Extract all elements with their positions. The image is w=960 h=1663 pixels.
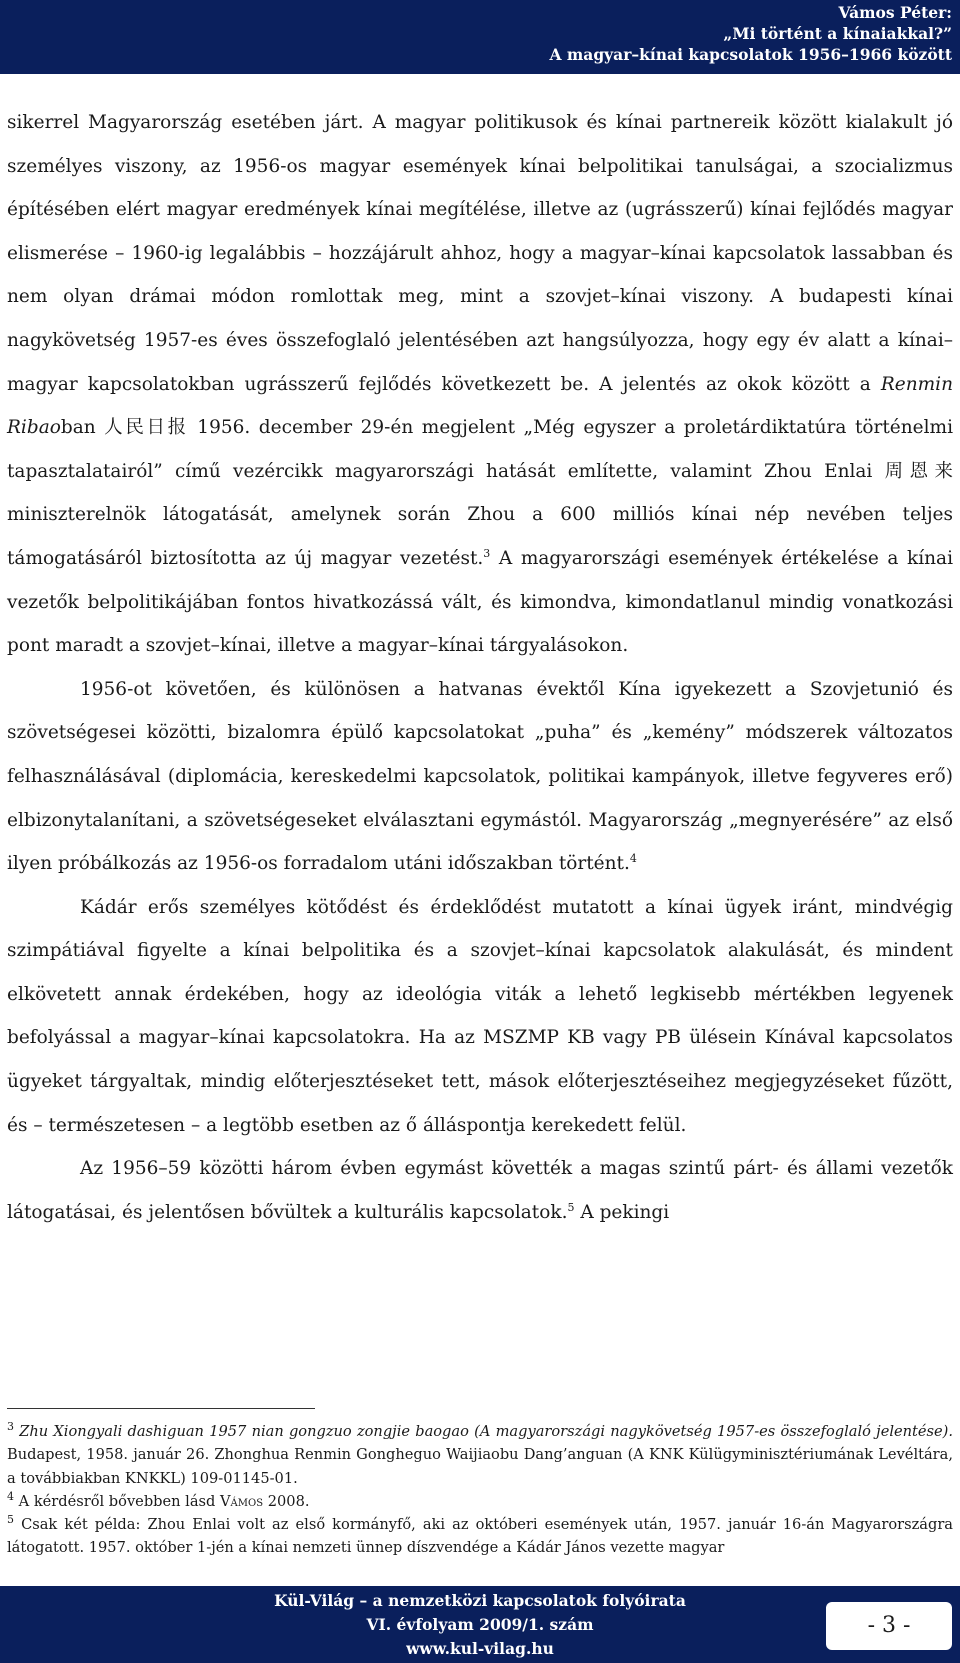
footnote-3-number: 3	[7, 1420, 14, 1434]
running-header	[549, 2, 952, 65]
newspaper-title: Renmin Ribao	[7, 373, 953, 439]
paragraph-4-text-b: A pekingi	[574, 1201, 670, 1223]
running-footer	[0, 1589, 960, 1661]
paragraph-2	[7, 668, 953, 886]
footnotes	[7, 1420, 953, 1560]
footnote-5-number: 5	[7, 1513, 14, 1527]
footer-journal: Kül-Világ – a nemzetközi kapcsolatok folyóirata	[274, 1591, 686, 1610]
footnote-5	[7, 1513, 953, 1560]
header-author: Vámos Péter:	[838, 3, 952, 22]
footnote-ref-3[interactable]: 3	[483, 546, 491, 560]
footnote-3-text: Budapest, 1958. január 26. Zhonghua Renmin Gongheguo Waijiaobu Dang’anguan (A KNK Külügyminisztériumának Levéltára, a továbbiakban KNKKL) 109-01145-01.	[7, 1446, 953, 1487]
header-title: „Mi történt a kínaiakkal?”	[723, 24, 952, 43]
footer-volume: VI. évfolyam 2009/1. szám	[366, 1615, 594, 1634]
footnote-4-author: Vámos	[220, 1492, 264, 1510]
main-text	[7, 101, 953, 1234]
page-number: - 3 -	[867, 1613, 911, 1638]
footnote-3-title: Zhu Xiongyali dashiguan 1957 nian gongzuo zongjie baogao (A magyarországi nagykövetség 1957-es összefoglaló jelentése).	[14, 1423, 953, 1440]
paragraph-4-text-a: Az 1956–59 közötti három évben egymást követték a magas szintű párt- és állami vezetők látogatásai, és jelentősen bővültek a kulturális kapcsolatok.	[7, 1158, 953, 1223]
paragraph-4	[7, 1147, 953, 1234]
header-subtitle: A magyar–kínai kapcsolatok 1956–1966 között	[549, 45, 952, 64]
paragraph-1	[7, 101, 953, 668]
footnote-3	[7, 1420, 953, 1490]
footnote-5-text: Csak két példa: Zhou Enlai volt az első kormányfő, aki az októberi események után, 1957. január 16-án Magyarországra látogatott. 1957. október 1-jén a kínai nemzeti ünnep díszvendége a Kádár János vezette magyar	[7, 1516, 953, 1557]
footnote-4-text: A kérdésről bővebben lásd	[14, 1492, 221, 1510]
paragraph-2-text: 1956-ot követően, és különösen a hatvanas évektől Kína igyekezett a Szovjetunió és szövetségesei közötti, bizalomra épülő kapcsolatokat „puha” és „kemény” módszerek változatos felhasználásával (diplomácia, kereskedelmi kapcsolatok, politikai kampányok, illetve fegyveres erő) elbizonytalanítani, a szövetségeseket elválasztani egymástól. Magyarország „megnyerésére” az első ilyen próbálkozás az 1956-os forradalom utáni időszakban történt.	[7, 678, 953, 875]
footnote-4-number: 4	[7, 1490, 14, 1504]
paragraph-3: Kádár erős személyes kötődést és érdeklődést mutatott a kínai ügyek iránt, mindvégig szimpátiával figyelte a kínai belpolitika és a szovjet–kínai kapcsolatok alakulását, és mindent elkövetett annak érdekében, hogy az ideológia viták a lehető legkisebb mértékben legyenek befolyással a magyar–kínai kapcsolatokra. Ha az MSZMP KB vagy PB ülésein Kínával kapcsolatos ügyeket tárgyaltak, mindig előterjesztéseket tett, mások előterjesztéseihez megjegyzéseket fűzött, és – természetesen – a legtöbb esetben az ő álláspontja kerekedett felül.	[7, 896, 953, 1136]
footnote-4	[7, 1490, 953, 1513]
paragraph-1-text-b: ban 人民日报 1956. december 29-én megjelent „Még egyszer a proletárdiktatúra történelmi tapasztalatairól” című vezércikk magyarországi hatását említette, valamint Zhou Enlai 周恩来 miniszterelnök látogatását, amelynek során Zhou a 600 milliós kínai nép nevében teljes támogatásáról biztosította az új magyar vezetést.	[7, 417, 953, 569]
footer-website[interactable]: www.kul-vilag.hu	[406, 1639, 554, 1658]
footnote-ref-5[interactable]: 5	[567, 1200, 575, 1214]
footnote-ref-4[interactable]: 4	[629, 851, 637, 865]
paragraph-1-text-c: A magyarországi események értékelése a kínai vezetők belpolitikájában fontos hivatkozássá vált, és kimondva, kimondatlanul mindig vonatkozási pont maradt a szovjet–kínai, illetve a magyar–kínai tárgyalásokon.	[7, 547, 953, 657]
footnote-separator	[7, 1408, 315, 1409]
footnote-4-year: 2008.	[263, 1492, 310, 1510]
paragraph-1-text-a: sikerrel Magyarország esetében járt. A magyar politikusok és kínai partnereik között kialakult jó személyes viszony, az 1956-os magyar események kínai belpolitikai tanulságai, a szocializmus építésében elért magyar eredmények kínai megítélése, illetve az (ugrásszerű) kínai fejlődés magyar elismerése – 1960-ig legalábbis – hozzájárult ahhoz, hogy a magyar–kínai kapcsolatok lassabban és nem olyan drámai módon romlottak meg, mint a szovjet–kínai viszony. A budapesti kínai nagykövetség 1957-es éves összefoglaló jelentésében azt hangsúlyozza, hogy egy év alatt a kínai–magyar kapcsolatokban ugrásszerű fejlődés következett be. A jelentés az okok között a	[7, 112, 953, 395]
